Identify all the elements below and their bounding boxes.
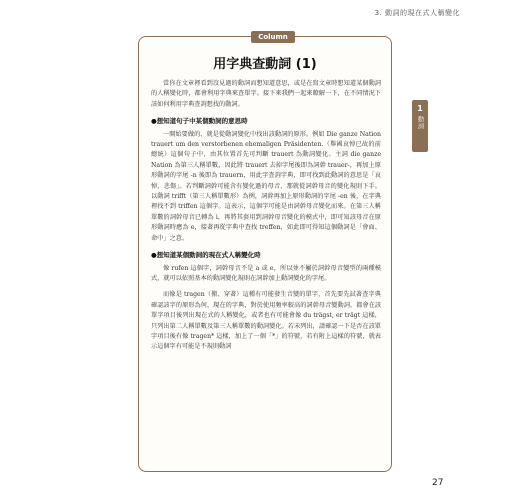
page-number: 27 (432, 478, 444, 488)
chapter-tab[interactable] (412, 100, 428, 152)
chapter-tab-label: 動詞 (416, 116, 424, 130)
section2-paragraph-1: 像 rufen 這個字，詞幹母音不是 a 或 e，所以並不屬於詞幹母音變型的兩種模式，就可以依照基本的動詞變化規則在詞幹加上動詞變化的字尾。 (151, 264, 381, 282)
column-tag: Column (251, 31, 295, 43)
section2-paragraph-2: 而像是 tragen（搬、穿著）這種有可能發生音變的單字，首先要先試著查字典確認該字的原形為何，現在的字典，對於使用頻率較高的詞幹母音變動詞，都會在該單字項目後列出現在式的人稱變化，或者也有可能會像 du trägst, er trägt 這樣，只列出第二人稱單數及第三人稱單數的動詞變化。若未列出，請確認一下是否在該單字項目後有像 tragen* 這樣，加上了一個「*」的符號，若有附上這樣的符號，就表示這個字有可能是不規則動詞 (151, 291, 381, 351)
intro-paragraph: 當你在文章裡看到沒見過的動詞而想知道意思，或是在寫文章時想知道某個動詞的人稱變化時，都會利用字典來查單字。接下來我們一起來瞭解一下，在不同情況下該如何利用字典查詢想找的動詞。 (151, 80, 381, 108)
chapter-tab-number: 1 (417, 104, 423, 113)
section1-paragraph: 一開始要做的，就是從動詞變化中找出該動詞的原形。例如 Die ganze Nation trauert um den verstorbenen ehemaligen Präsidenten.（舉國哀悼已故的前總統）這個句子中，由其位置首先可判斷 trauert 為動詞變化。主詞 die ganze Nation 為第三人稱單數，因此將 trauert 去掉字尾後即為詞幹 trauer-，再加上原形動詞的字尾 -n 後即為 trauern，用此字查詢字典，即可找到此動詞的意思是「哀悼、悲傷」。若判斷詞幹可能含有變化過的母音，那就從詞幹母音的變化規則下手。以動詞 trifft（第三人稱單數形）為例，詞幹再加上原形動詞的字尾 -en 後，在字典裡找不到 triffen 這個字。這表示，這個字可能是由詞幹母音變化而來。在第三人稱單數的詞幹母音已轉為 i，再將其套用到詞幹母音變化的模式中，即可知該母音在原形動詞時應為 e，接著再從字典中查找 treffen，如此即可得知這個動詞是「會面、命中」之意。 (151, 130, 381, 242)
column-title: 用字典查動詞 (1) (213, 57, 317, 72)
section2-heading: ●想知道某個動詞的現在式人稱變化時 (151, 251, 261, 260)
running-header: 3. 動詞的現在式人稱變化 (374, 9, 460, 17)
section1-heading: ●想知道句子中某個動詞的意思時 (151, 117, 248, 126)
column-content (151, 79, 381, 359)
column-panel (138, 33, 392, 472)
